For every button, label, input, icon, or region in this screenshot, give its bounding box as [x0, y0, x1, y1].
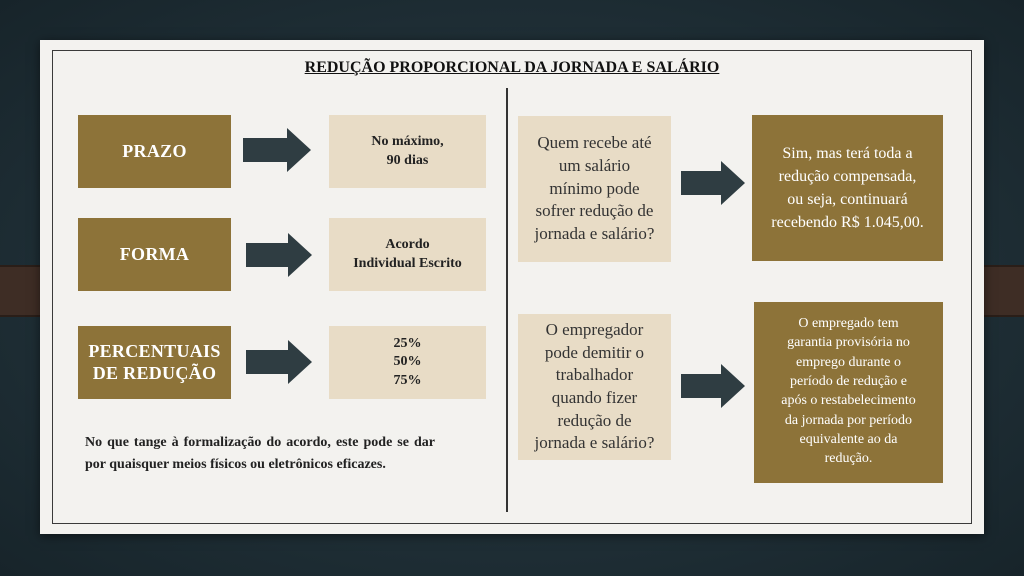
forma-arrow-icon — [246, 233, 312, 277]
answer-text-2: O empregado tem garantia provisória no emprego durante o período de redução e após o restabelecimento da jornada por período equivalente ao da redução. — [781, 316, 916, 467]
answer-box-1 — [752, 115, 943, 261]
percentuais-value: 25% 50% 75% — [393, 336, 422, 388]
vertical-divider — [506, 88, 508, 512]
qa2-arrow-icon — [681, 364, 745, 408]
percentuais-value-box — [329, 326, 486, 399]
prazo-label: PRAZO — [122, 140, 187, 161]
answer-text-1: Sim, mas terá toda a redução compensada, ou seja, continuará recebendo R$ 1.045,00. — [771, 144, 924, 232]
slide — [40, 40, 984, 534]
prazo-label-box — [78, 115, 231, 188]
percentuais-label-box — [78, 326, 231, 399]
slide-title: REDUÇÃO PROPORCIONAL DA JORNADA E SALÁRIO — [304, 59, 720, 76]
prazo-arrow-icon — [243, 128, 311, 172]
question-text-1: Quem recebe até um salário mínimo pode sofrer redução de jornada e salário? — [534, 133, 655, 243]
question-text-2: O empregador pode demitir o trabalhador quando fizer redução de jornada e salário? — [534, 320, 655, 453]
answer-box-2 — [754, 302, 943, 483]
forma-value: Acordo Individual Escrito — [353, 237, 462, 271]
question-box-2 — [518, 314, 671, 460]
percentuais-label: PERCENTUAIS DE REDUÇÃO — [88, 340, 221, 383]
prazo-value-box — [329, 115, 486, 188]
forma-value-box — [329, 218, 486, 291]
qa1-arrow-icon — [681, 161, 745, 205]
percentuais-arrow-icon — [246, 340, 312, 384]
question-box-1 — [518, 116, 671, 262]
prazo-value: No máximo, 90 dias — [371, 134, 444, 168]
forma-label: FORMA — [119, 243, 190, 264]
forma-label-box — [78, 218, 231, 291]
formalization-note: No que tange à formalização do acordo, este pode se dar por quaisquer meios físicos ou eletrônicos eficazes. — [85, 435, 435, 472]
